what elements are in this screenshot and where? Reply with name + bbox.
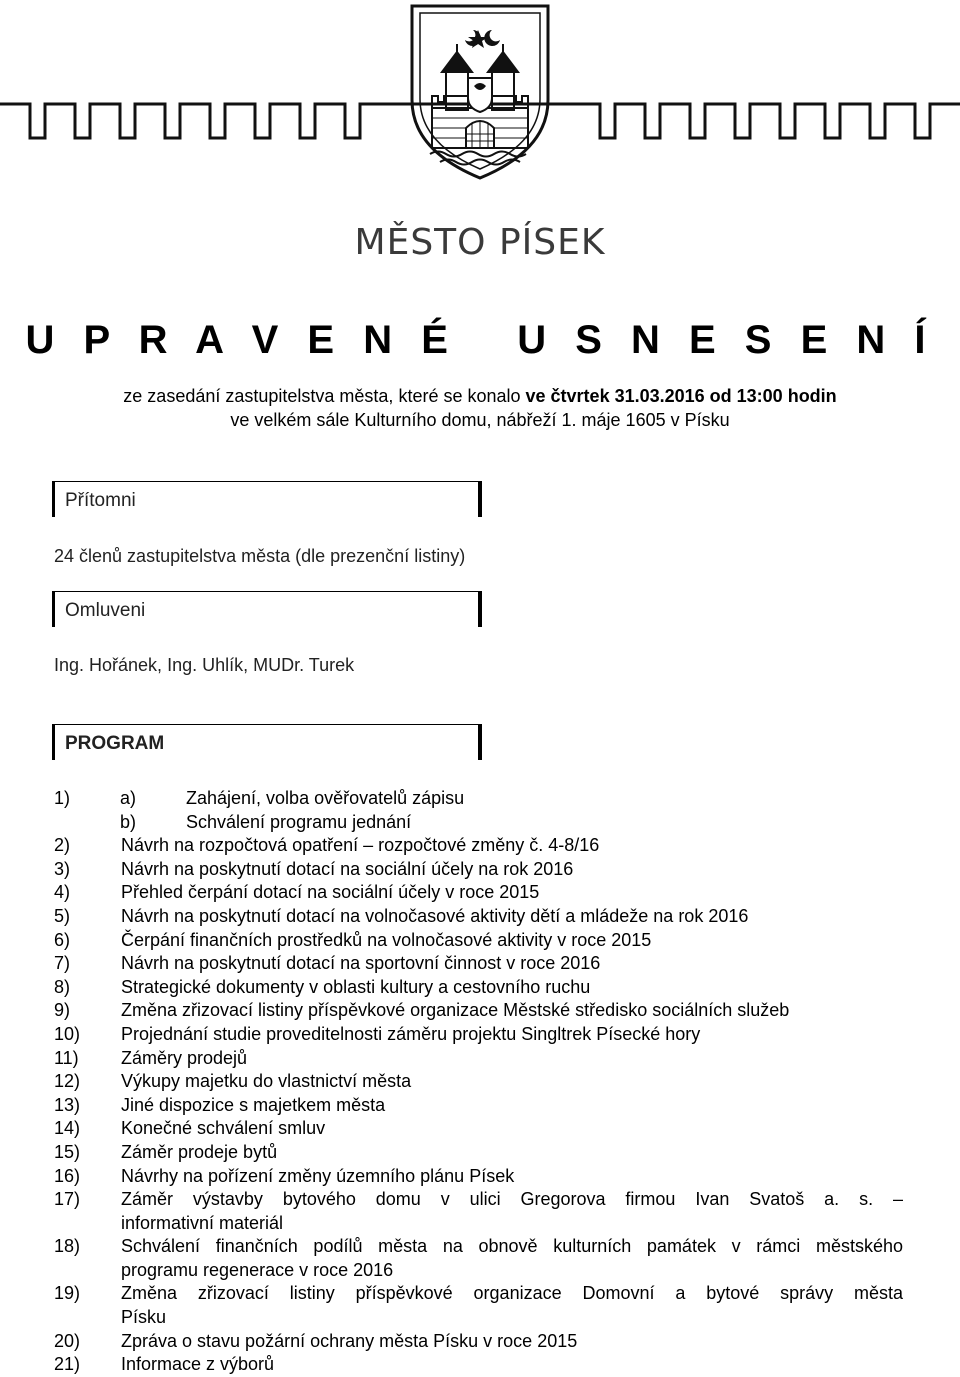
- program-item-number: 15): [54, 1141, 81, 1162]
- program-item-number: 6): [54, 929, 71, 950]
- program-item: [54, 1188, 904, 1212]
- program-item-number: 20): [54, 1330, 81, 1351]
- program-item-text: Návrhy na pořízení změny územního plánu Písek: [121, 1165, 515, 1186]
- program-item-number: 17): [54, 1189, 81, 1210]
- program-item: [54, 1330, 904, 1354]
- coat-of-arms: [412, 6, 548, 178]
- program-item: [54, 1306, 904, 1330]
- program-item: [54, 1117, 904, 1141]
- program-item-number: 11): [54, 1047, 79, 1068]
- program-item: [54, 1353, 904, 1377]
- program-item-text: informativní materiál: [121, 1212, 284, 1233]
- program-item-number: 1): [54, 788, 71, 808]
- excused-heading: Omluveni: [52, 591, 482, 627]
- program-list: [54, 787, 904, 1377]
- program-item: [54, 1047, 904, 1071]
- program-item-number: 5): [54, 905, 71, 926]
- program-item-number: 14): [54, 1118, 81, 1139]
- program-item: [54, 929, 904, 953]
- program-item-text: Záměr výstavby bytového domu v ulici Gregorova firmou Ivan Svatoš a. s. –: [121, 1189, 903, 1210]
- program-item: [54, 1165, 904, 1189]
- program-item: [54, 1282, 904, 1306]
- program-item-text: Návrh na poskytnutí dotací na sociální účely na rok 2016: [121, 858, 574, 879]
- program-item-number: 16): [54, 1165, 81, 1186]
- program-item-text: Změna zřizovací listiny příspěvkové organizace Městské středisko sociálních služeb: [121, 1000, 790, 1021]
- program-item: [54, 1023, 904, 1047]
- program-item-number: 2): [54, 835, 71, 856]
- program-item: [54, 976, 904, 1000]
- program-item-sub-letter: b): [120, 811, 137, 832]
- program-item: [54, 1235, 904, 1259]
- program-item-text: Konečné schválení smluv: [121, 1118, 326, 1139]
- program-item: [54, 787, 904, 811]
- program-item: [54, 811, 904, 835]
- intro-line-1-text: ze zasedání zastupitelstva města, které se konalo: [123, 386, 526, 406]
- program-item-text: Jiné dispozice s majetkem města: [121, 1094, 386, 1115]
- program-item: [54, 1259, 904, 1283]
- program-item: [54, 952, 904, 976]
- program-item-number: 3): [54, 858, 71, 879]
- program-item-sub-letter: a): [120, 788, 137, 808]
- program-item-number: 9): [54, 1000, 71, 1021]
- program-item: [54, 1212, 904, 1236]
- program-item: [54, 1141, 904, 1165]
- program-item-number: 4): [54, 882, 71, 903]
- program-item-text: Čerpání finančních prostředků na volnočasové aktivity v roce 2015: [121, 929, 652, 950]
- program-item: [54, 858, 904, 882]
- program-item-text: Přehled čerpání dotací na sociální účely v roce 2015: [121, 882, 540, 903]
- program-heading: PROGRAM: [52, 724, 482, 760]
- document-title: U P R A V E N É U S N E S E N Í: [25, 318, 935, 362]
- program-item-number: 19): [54, 1283, 81, 1304]
- program-item-text: Záměr prodeje bytů: [121, 1141, 278, 1162]
- intro-line-1: [0, 386, 960, 407]
- program-item-number: 7): [54, 953, 71, 974]
- header-graphic: [0, 0, 960, 230]
- program-item-text: Výkupy majetku do vlastnictví města: [121, 1071, 412, 1092]
- program-item-text: Návrh na rozpočtová opatření – rozpočtové změny č. 4-8/16: [121, 835, 600, 856]
- intro-line-2: ve velkém sále Kulturního domu, nábřeží 1. máje 1605 v Písku: [230, 410, 730, 430]
- present-heading: Přítomni: [52, 481, 482, 517]
- present-text: 24 členů zastupitelstva města (dle prezenční listiny): [54, 546, 466, 566]
- program-item-text: programu regenerace v roce 2016: [121, 1259, 394, 1280]
- program-item-number: 18): [54, 1236, 81, 1257]
- city-name: MĚSTO PÍSEK: [354, 222, 606, 263]
- intro-line-1-date: ve čtvrtek 31.03.2016 od 13:00 hodin: [525, 386, 837, 406]
- program-item-text: Projednání studie proveditelnosti záměru projektu Singltrek Písecké hory: [121, 1023, 701, 1044]
- program-item-number: 10): [54, 1023, 81, 1044]
- program-item: [54, 1094, 904, 1118]
- excused-text: Ing. Hořánek, Ing. Uhlík, MUDr. Turek: [54, 655, 355, 675]
- program-item-text: Schválení programu jednání: [186, 811, 412, 832]
- program-item-text: Změna zřizovací listiny příspěvkové organizace Domovní a bytové správy města: [121, 1283, 903, 1304]
- program-item-text: Zahájení, volba ověřovatelů zápisu: [186, 788, 465, 808]
- program-item-text: Návrh na poskytnutí dotací na volnočasové aktivity dětí a mládeže na rok 2016: [121, 905, 749, 926]
- program-item-text: Zpráva o stavu požární ochrany města Písku v roce 2015: [121, 1330, 578, 1351]
- program-item: [54, 881, 904, 905]
- program-item: [54, 1070, 904, 1094]
- program-item: [54, 905, 904, 929]
- program-item-number: 13): [54, 1094, 81, 1115]
- program-item-text: Informace z výborů: [121, 1354, 275, 1375]
- program-item-text: Strategické dokumenty v oblasti kultury a cestovního ruchu: [121, 976, 591, 997]
- program-item-text: Záměry prodejů: [121, 1047, 248, 1068]
- program-item: [54, 834, 904, 858]
- program-item-number: 8): [54, 976, 71, 997]
- program-item-text: Návrh na poskytnutí dotací na sportovní činnost v roce 2016: [121, 953, 601, 974]
- program-item-number: 12): [54, 1071, 81, 1092]
- program-item-number: 21): [54, 1354, 81, 1375]
- program-item-text: Schválení finančních podílů města na obnově kulturních památek v rámci městského: [121, 1236, 903, 1257]
- program-item-text: Písku: [121, 1307, 167, 1328]
- program-item: [54, 999, 904, 1023]
